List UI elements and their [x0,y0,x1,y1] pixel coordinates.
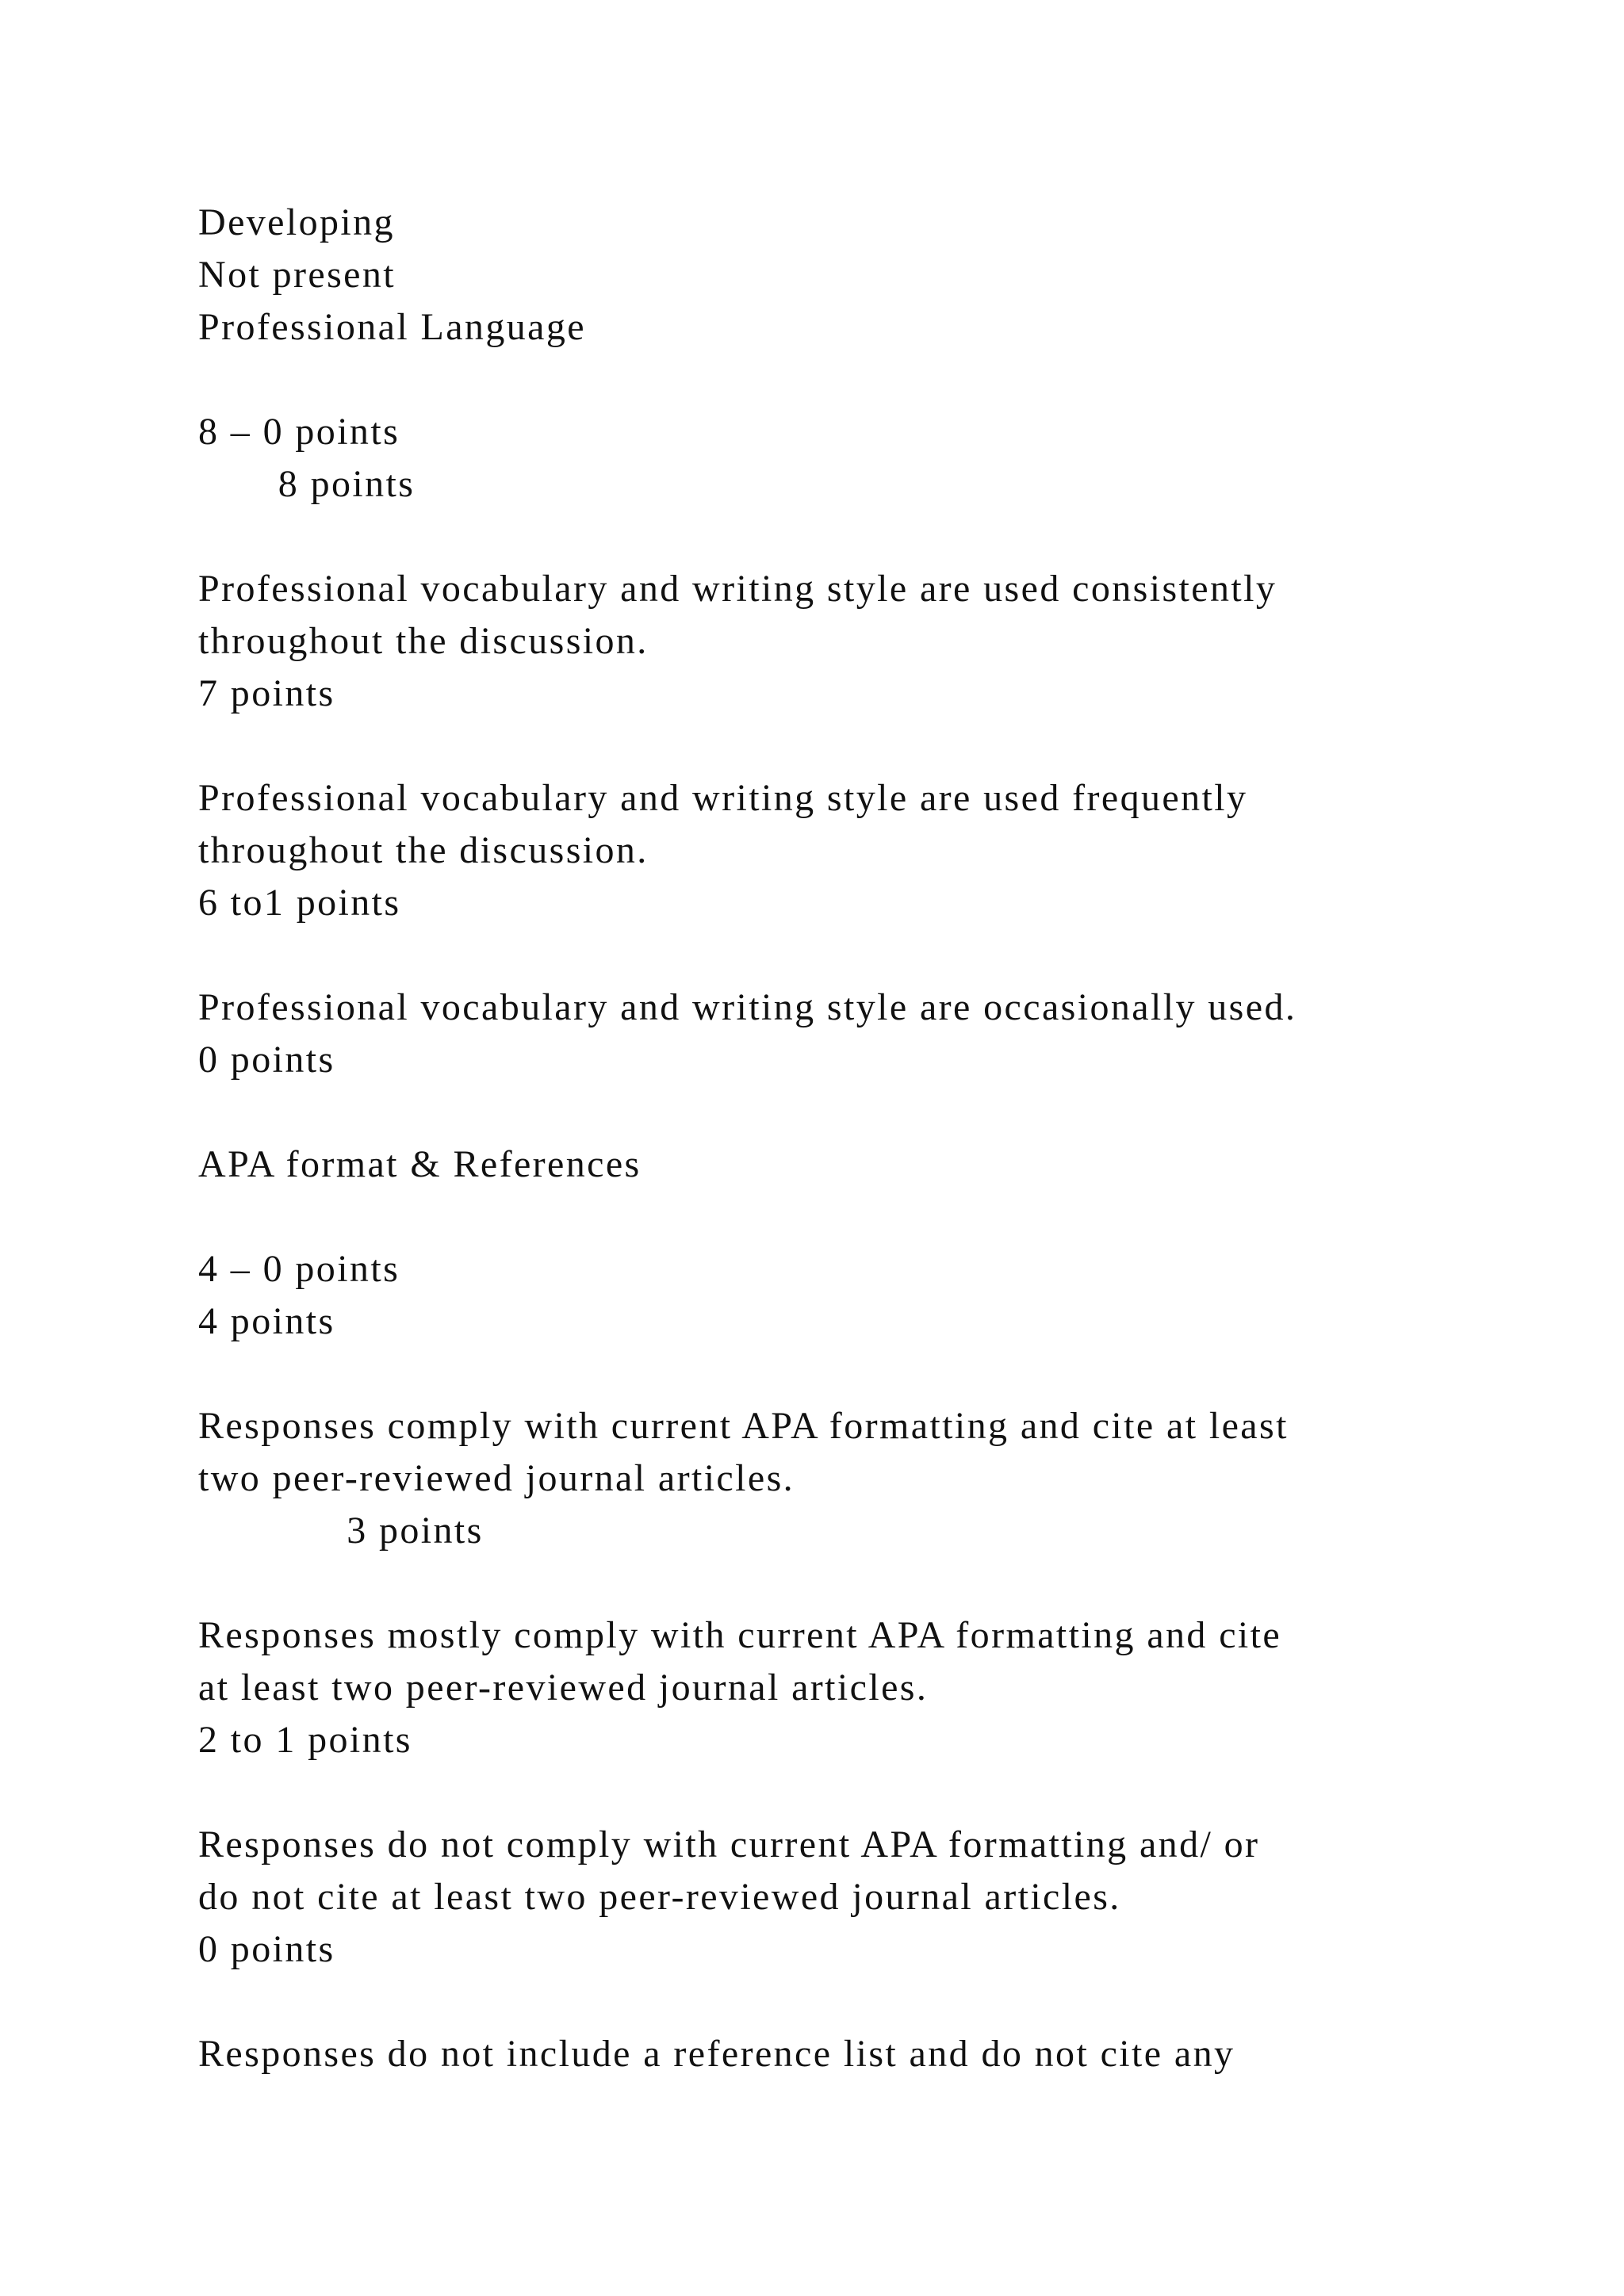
text-line-22: 4 points [198,1300,335,1342]
text-line-24: Responses comply with current APA formatting and cite at least [198,1405,1289,1447]
text-line-30: 2 to 1 points [198,1719,412,1761]
text-line-34: 0 points [198,1928,335,1970]
text-line-12: Professional vocabulary and writing style are used frequently [198,777,1248,819]
text-line-32: Responses do not comply with current APA formatting and/ or [198,1823,1260,1866]
text-line-17: 0 points [198,1039,335,1081]
text-line-26: 3 points [198,1510,484,1552]
text-line-5: 8 – 0 points [198,411,400,453]
text-line-21: 4 – 0 points [198,1248,400,1290]
text-line-36: Responses do not include a reference list and do not cite any [198,2033,1235,2075]
text-line-14: 6 to1 points [198,882,401,924]
text-line-33: do not cite at least two peer-reviewed journal articles. [198,1876,1121,1918]
text-line-3: Professional Language [198,306,586,348]
text-line-16: Professional vocabulary and writing style are occasionally used. [198,986,1297,1028]
text-line-6: 8 points [198,463,416,505]
text-line-13: throughout the discussion. [198,829,649,871]
text-line-1: Developing [198,201,395,243]
text-line-8: Professional vocabulary and writing style are used consistently [198,568,1277,610]
text-line-29: at least two peer-reviewed journal articles. [198,1667,929,1709]
text-line-2: Not present [198,254,396,296]
text-line-9: throughout the discussion. [198,620,649,662]
text-line-28: Responses mostly comply with current APA formatting and cite [198,1614,1282,1656]
text-line-19: APA format & References [198,1143,642,1185]
text-line-10: 7 points [198,672,335,714]
text-line-25: two peer-reviewed journal articles. [198,1457,795,1499]
